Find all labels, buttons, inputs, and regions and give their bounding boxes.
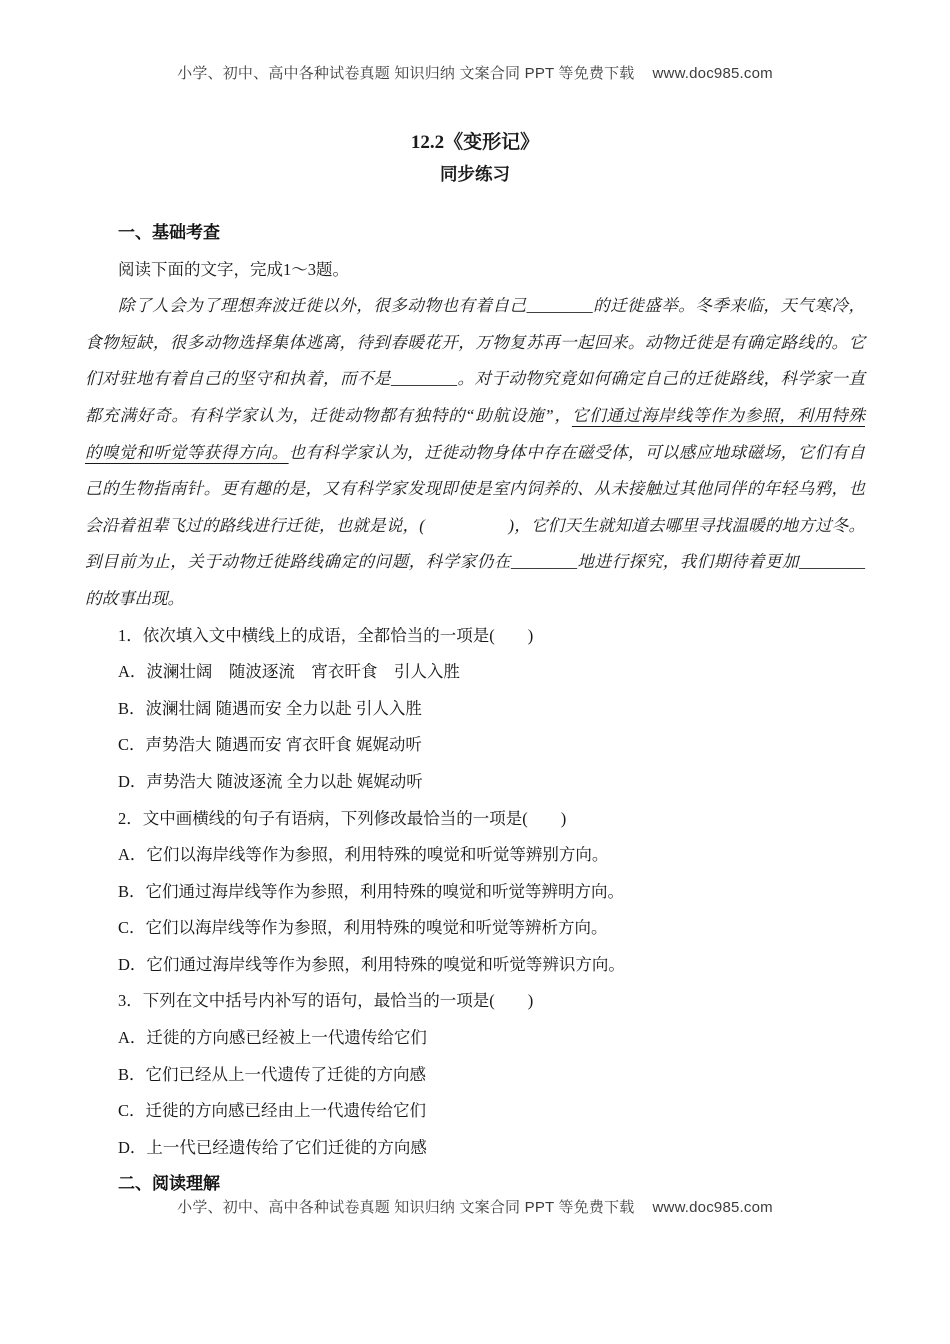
blank-field: ________ — [510, 552, 577, 572]
section-heading-reading: 二、阅读理解 — [118, 1174, 220, 1194]
passage-text: 的迁徙盛举。冬季来临，天气寒冷， — [592, 296, 866, 316]
passage-text: 们对驻地有着自己的坚守和执着，而不是 — [85, 369, 391, 389]
site-footer — [0, 1198, 950, 1218]
passage-text: 也有科学家认为，迁徙动物身体中存在磁受体，可以感应地球磁场，它们有自 — [288, 442, 866, 462]
instruction-text: 阅读下面的文字，完成1～3题。 — [118, 259, 349, 279]
underlined-clause: 它们通过海岸线等作为参照，利用特殊 — [571, 405, 866, 425]
question-3-option-c: C．迁徙的方向感已经由上一代遗传给它们 — [118, 1101, 427, 1121]
question-3-stem: 3．下列在文中括号内补写的语句，最恰当的一项是( ) — [118, 991, 534, 1011]
blank-field: ________ — [526, 296, 593, 316]
question-1-option-a: A．波澜壮阔 随波逐流 宵衣旰食 引人入胜 — [118, 662, 460, 682]
passage-text: 都充满好奇。有科学家认为，迁徙动物都有独特的“助航设施”， — [85, 405, 572, 425]
passage-text: 到目前为止，关于动物迁徙路线确定的问题，科学家仍在 — [85, 552, 511, 572]
passage-line — [85, 398, 865, 435]
question-3-option-b: B．它们已经从上一代遗传了迁徙的方向感 — [118, 1064, 427, 1084]
question-2-stem: 2．文中画横线的句子有语病，下列修改最恰当的一项是( ) — [118, 808, 567, 828]
passage-text: 地进行探究，我们期待着更加 — [576, 552, 800, 572]
passage-text: 己的生物指南针。更有趣的是，又有科学家发现即使是室内饲养的、从未接触过其他同伴的年轻乌鸦，也 — [85, 479, 865, 499]
site-header — [0, 64, 950, 84]
question-2-option-d: D．它们通过海岸线等作为参照，利用特殊的嗅觉和听觉等辨识方向。 — [118, 954, 625, 974]
passage-text: 食物短缺，很多动物选择集体逃离，待到春暖花开，万物复苏再一起回来。动物迁徙是有确定路线的。它 — [85, 332, 865, 352]
passage-line — [85, 325, 865, 362]
question-1-option-d: D．声势浩大 随波逐流 全力以赴 娓娓动听 — [118, 771, 423, 791]
passage-line — [85, 581, 865, 618]
question-1-stem: 1．依次填入文中横线上的成语，全都恰当的一项是( ) — [118, 625, 534, 645]
blank-field: ________ — [799, 552, 866, 572]
site-url-link[interactable]: www.doc985.com — [652, 65, 773, 82]
blank-field: ________ — [391, 369, 457, 389]
doc-title: 12.2《变形记》 — [410, 132, 540, 153]
question-2-option-b: B．它们通过海岸线等作为参照，利用特殊的嗅觉和听觉等辨明方向。 — [118, 881, 625, 901]
passage-line — [85, 471, 865, 508]
site-promo-text: 小学、初中、高中各种试卷真题 知识归纳 文案合同 PPT 等免费下载 — [177, 1199, 635, 1216]
question-3-option-d: D．上一代已经遗传给了它们迁徙的方向感 — [118, 1137, 427, 1157]
passage-text: 的故事出现。 — [85, 588, 184, 608]
question-2-option-a: A．它们以海岸线等作为参照，利用特殊的嗅觉和听觉等辨别方向。 — [118, 845, 609, 865]
question-1-option-c: C．声势浩大 随遇而安 宵衣旰食 娓娓动听 — [118, 735, 422, 755]
doc-subtitle: 同步练习 — [440, 164, 510, 184]
passage-line — [85, 435, 865, 472]
passage-line — [85, 508, 865, 545]
question-1-option-b: B．波澜壮阔 随遇而安 全力以赴 引人入胜 — [118, 698, 422, 718]
main-content — [85, 215, 865, 1203]
section-heading-basics: 一、基础考查 — [118, 223, 220, 242]
question-2-option-c: C．它们以海岸线等作为参照，利用特殊的嗅觉和听觉等辨析方向。 — [118, 918, 608, 938]
passage-line — [85, 544, 865, 581]
site-url-link[interactable]: www.doc985.com — [652, 1199, 773, 1216]
underlined-clause: 的嗅觉和听觉等获得方向。 — [85, 442, 289, 462]
passage-line — [85, 361, 865, 398]
passage-text: 除了人会为了理想奔波迁徙以外，很多动物也有着自己 — [118, 296, 527, 316]
passage-text: 。对于动物究竟如何确定自己的迁徙路线，科学家一直 — [457, 369, 865, 389]
passage-line — [85, 288, 865, 325]
site-promo-text: 小学、初中、高中各种试卷真题 知识归纳 文案合同 PPT 等免费下载 — [177, 65, 635, 82]
question-3-option-a: A．迁徙的方向感已经被上一代遗传给它们 — [118, 1028, 427, 1048]
passage-text: 会沿着祖辈飞过的路线进行迁徙，也就是说，( )，它们天生就知道去哪里寻找温暖的地方过冬。 — [85, 515, 865, 535]
